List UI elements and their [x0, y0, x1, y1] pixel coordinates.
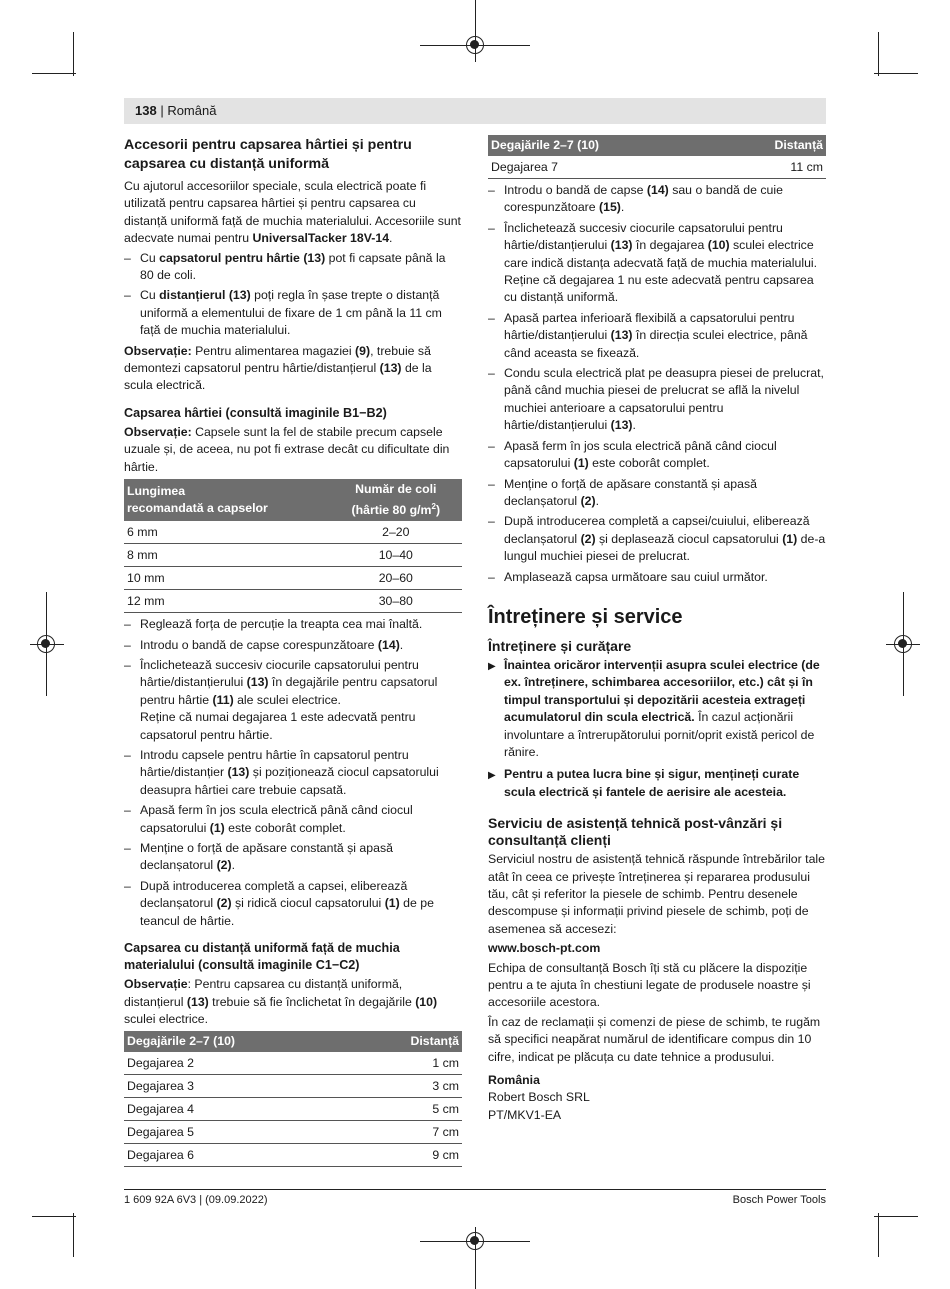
list-item: – Apasă ferm în jos scula electrică până când ciocul capsatorului (1) este coborât complet.: [488, 438, 826, 473]
company-dept: PT/MKV1-EA: [488, 1107, 562, 1122]
list-item: – Cu distanțierul (13) poți regla în șase trepte o distanță uniformă a elementului de fixare de 1 cm până la 11 cm față de muchia materialului.: [124, 287, 462, 339]
note-paragraph: Observație: Capsele sunt la fel de stabile precum capsele uzuale și, de aceea, nu pot fi extrase decât cu dificultate din hârtie.: [124, 424, 450, 474]
table-row: Degajarea 7 11 cm: [488, 156, 826, 179]
header-language: Română: [167, 103, 217, 118]
crop-mark: [874, 1216, 918, 1217]
subsection-title-cleaning: Întreținere și curățare: [488, 637, 632, 654]
section-title-accessories: Accesorii pentru capsarea hârtiei și pentru capsarea cu distanță uniformă: [124, 137, 412, 172]
service-paragraph: Serviciul nostru de asistență tehnică răspunde întrebărilor tale atât în ceea ce privește întreținerea și repararea produsului tău, cât și referitor la piesele de schimb. Pentru desenele descompuse și informații privind piesele de schimb, poți de asemenea să accesezi:: [488, 852, 825, 936]
crop-mark: [73, 1213, 74, 1257]
table-header: Degajările 2–7 (10): [488, 135, 717, 156]
table-row: Degajarea 2 1 cm: [124, 1052, 462, 1075]
list-item: – După introducerea completă a capsei/cuiului, eliberează declanșatorul (2) și deplasează ciocul capsatorului (1) de-a lungul muchiei piesei de prelucrat.: [488, 513, 826, 565]
list-item: – Introdu o bandă de capse (14) sau o bandă de cuie corespunzătoare (15).: [488, 182, 826, 217]
section-title-distance-stapling: Capsarea cu distanță uniformă față de muchia materialului (consultă imaginile C1−C2): [124, 941, 400, 973]
list-item: – Cu capsatorul pentru hârtie (13) pot fi capsate până la 80 de coli.: [124, 250, 462, 285]
list-item: – Apasă ferm în jos scula electrică până când ciocul capsatorului (1) este coborât complet.: [124, 802, 462, 837]
distance-table-continued: [488, 135, 826, 179]
registration-mark-icon: [37, 635, 55, 653]
section-title-maintenance: Întreținere și service: [488, 605, 683, 628]
list-item: – Reglează forța de percuție la treapta cea mai înaltă.: [124, 616, 462, 633]
table-header: Degajările 2–7 (10): [124, 1031, 353, 1052]
right-column: [488, 136, 826, 1124]
registration-mark-icon: [466, 1232, 484, 1250]
page-number: 138: [135, 103, 157, 118]
table-row: Degajarea 5 7 cm: [124, 1121, 462, 1144]
table-row: 10 mm 20–60: [124, 567, 462, 590]
note-paragraph: Observație: Pentru alimentarea magaziei (9), trebuie să demontezi capsatorul pentru hârtie/distanțierul (13) de la scula electrică.: [124, 343, 432, 393]
note-paragraph: Observație: Pentru capsarea cu distanță uniformă, distanțierul (13) trebuie să fie înclichetat în degajările (10) sculei electrice.: [124, 977, 438, 1026]
list-item: – După introducerea completă a capsei, eliberează declanșatorul (2) și ridică ciocul capsatorului (1) de pe teancul de hârtie.: [124, 878, 462, 930]
service-url[interactable]: www.bosch-pt.com: [488, 941, 601, 956]
service-paragraph: Echipa de consultanță Bosch îți stă cu plăcere la dispoziție pentru a te ajuta în chestiuni legate de produsele noastre și accesoriile acestora.: [488, 960, 811, 1010]
distance-stapling-steps: [488, 182, 826, 586]
table-row: 8 mm 10–40: [124, 544, 462, 567]
staple-length-table: [124, 479, 462, 613]
list-item: – Amplasează capsa următoare sau cuiul următor.: [488, 569, 826, 586]
warning-item: ▶ Pentru a putea lucra bine și sigur, mențineți curate scula electrică și fantele de aerisire ale acesteia.: [488, 766, 826, 801]
service-paragraph: În caz de reclamații și comenzi de piese de schimb, te rugăm să specifici neapărat numărul de identificare compus din 10 cifre, indicat pe plăcuța cu date tehnice a produsului.: [488, 1014, 821, 1064]
page-footer: [124, 1189, 826, 1209]
document-id: 1 609 92A 6V3 | (09.09.2022): [124, 1194, 268, 1206]
crop-mark: [878, 32, 879, 76]
crop-mark: [878, 1213, 879, 1257]
list-item: – Înclichetează succesiv ciocurile capsatorului pentru hârtie/distanțierului (13) în degajările pentru capsatorul pentru hârtie (11) ale sculei electrice. Reține că numai degajarea 1 este adecvată pentru capsatorul pentru hârtie.: [124, 657, 462, 744]
list-item: – Menține o forță de apăsare constantă și apasă declanșatorul (2).: [488, 476, 826, 511]
table-row: 6 mm 2–20: [124, 521, 462, 544]
list-item: – Condu scula electrică plat pe deasupra piesei de prelucrat, până când muchia piesei de prelucrat se află la nivelul muchiei anterioare a capsatorului pentru hârtie/distanțierului (13).: [488, 365, 826, 435]
list-item: – Înclichetează succesiv ciocurile capsatorului pentru hârtie/distanțierului (13) în degajarea (10) sculei electrice care indică distanța adecvată față de muchia materialului. Reține că degajarea 1 nu este adecvată pentru capsarea cu distanță uniformă.: [488, 220, 826, 307]
crop-mark: [874, 73, 918, 74]
table-header: Distanță: [717, 135, 826, 156]
paper-stapling-steps: [124, 616, 462, 930]
list-item: – Menține o forță de apăsare constantă și apasă declanșatorul (2).: [124, 840, 462, 875]
company-name: Robert Bosch SRL: [488, 1090, 590, 1105]
table-row: 12 mm 30–80: [124, 590, 462, 613]
warning-item: ▶ Înaintea oricăror intervenții asupra sculei electrice (de ex. întreținere, schimbarea accesoriilor, etc.) cât și în timpul transportului și depozitării acesteia extrageți acumulatorul din scula electrică. În cazul acționării involuntare a întrerupătorului pornit/oprit există pericol de rănire.: [488, 657, 826, 761]
list-item: – Introdu o bandă de capse corespunzătoare (14).: [124, 637, 462, 654]
list-item: – Introdu capsele pentru hârtie în capsatorul pentru hârtie/distanțier (13) și poziționează ciocul capsatorului deasupra hârtiei care trebuie capsată.: [124, 747, 462, 799]
registration-mark-icon: [894, 635, 912, 653]
table-header: Distanță: [353, 1031, 462, 1052]
crop-mark: [32, 73, 76, 74]
accessory-list: [124, 250, 462, 340]
distance-table: [124, 1031, 462, 1167]
country-heading: România: [488, 1073, 540, 1088]
crop-mark: [73, 32, 74, 76]
warning-list: [488, 657, 826, 801]
crop-mark: [32, 1216, 76, 1217]
subsection-title-service: Serviciu de asistență tehnică post-vânzări și consultanță clienți: [488, 815, 783, 849]
table-header: Lungimea recomandată a capselor: [124, 479, 330, 521]
table-row: Degajarea 3 3 cm: [124, 1075, 462, 1098]
list-item: – Apasă partea inferioară flexibilă a capsatorului pentru hârtie/distanțierului (13) în direcția sculei electrice, până când aceasta se fixează.: [488, 310, 826, 362]
page-header: 138 | Română: [124, 98, 826, 124]
footer-brand: Bosch Power Tools: [732, 1194, 826, 1206]
intro-paragraph: Cu ajutorul accesoriilor speciale, scula electrică poate fi utilizată pentru capsarea hârtiei și pentru capsarea cu distanță uniformă față de muchia materialului. Accesoriile sunt adecvate numai pentru UniversalTacker 18V-14.: [124, 179, 461, 246]
section-title-paper-stapling: Capsarea hârtiei (consultă imaginile B1−B2): [124, 405, 387, 420]
left-column: [124, 136, 462, 1170]
registration-mark-icon: [466, 36, 484, 54]
table-row: Degajarea 6 9 cm: [124, 1144, 462, 1167]
table-row: Degajarea 4 5 cm: [124, 1098, 462, 1121]
table-header: Număr de coli (hârtie 80 $g/m^2$): [330, 479, 462, 521]
